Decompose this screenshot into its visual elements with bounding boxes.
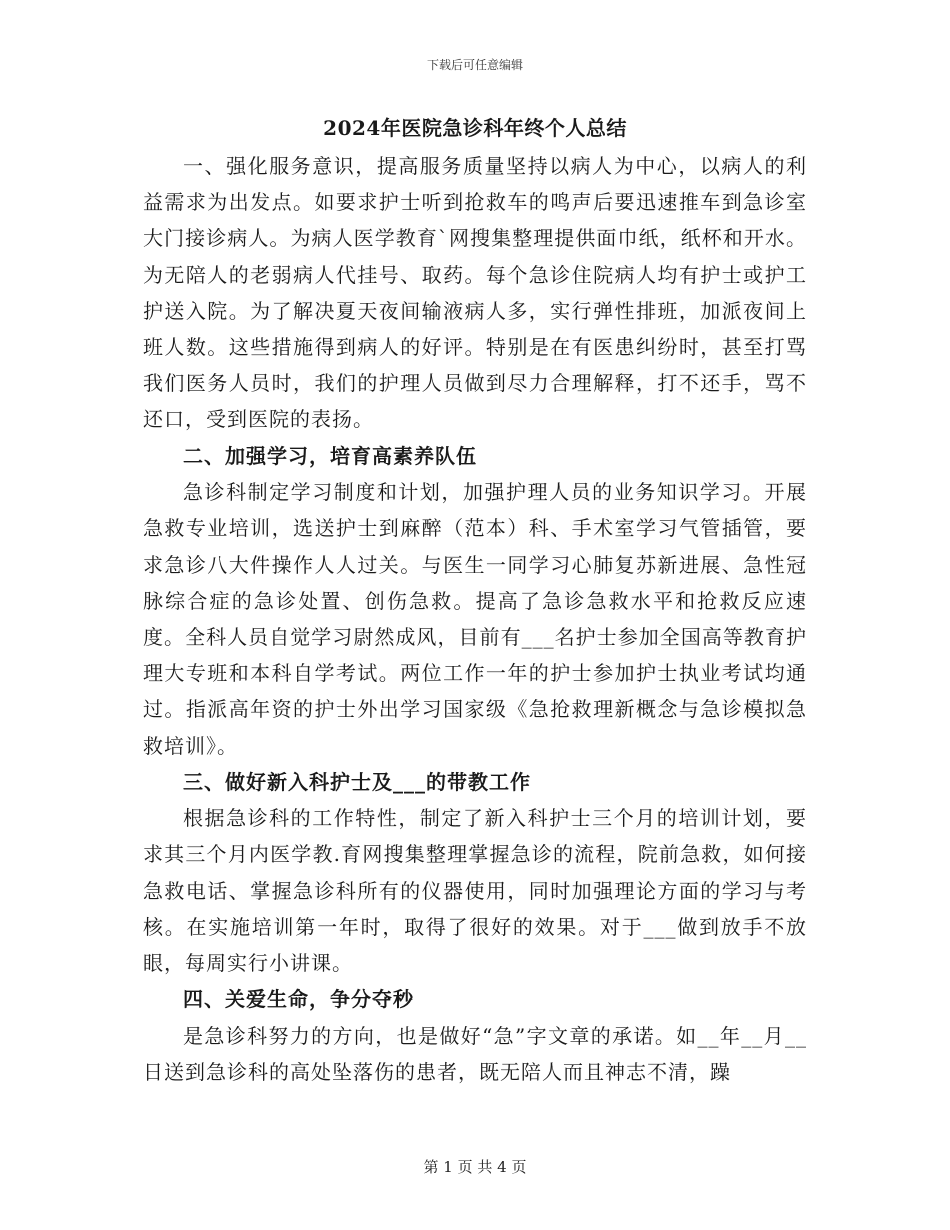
section-heading-life: 四、关爱生命，争分夺秒 [183, 987, 414, 1012]
paragraph-life: 是急诊科努力的方向，也是做好“急”字文章的承诺。如__年__月__日送到急诊科的高处坠落伤的患者，既无陪人而且神志不清，躁 [143, 1023, 807, 1084]
paragraph-study: 急诊科制定学习制度和计划，加强护理人员的业务知识学习。开展急救专业培训，选送护士到麻醉（范本）科、手术室学习气管插管，要求急诊八大件操作人人过关。与医生一同学习心肺复苏新进展、急性冠脉综合症的急诊处置、创伤急救。提高了急诊急救水平和抢救反应速度。全科人员自觉学习尉然成风，目前有___名护士参加全国高等教育护理大专班和本科自学考试。两位工作一年的护士参加护士执业考试均通过。指派高年资的护士外出学习国家级《急抢救理新概念与急诊模拟急救培训》。 [143, 480, 807, 758]
section-heading-study: 二、加强学习，培育高素养队伍 [183, 443, 477, 468]
page-number-footer: 第 1 页 共 4 页 [423, 1158, 527, 1176]
document-body [143, 108, 807, 1090]
document-title: 2024年医院急诊科年终个人总结 [323, 116, 627, 140]
paragraph-service: 一、强化服务意识，提高服务质量坚持以病人为中心，以病人的利益需求为出发点。如要求护士听到抢救车的鸣声后要迅速推车到急诊室大门接诊病人。为病人医学教育`网搜集整理提供面巾纸，纸杯和开水。为无陪人的老弱病人代挂号、取药。每个急诊住院病人均有护士或护工护送入院。为了解决夏天夜间输液病人多，实行弹性排班，加派夜间上班人数。这些措施得到病人的好评。特别是在有医患纠纷时，甚至打骂我们医务人员时，我们的护理人员做到尽力合理解释，打不还手，骂不还口，受到医院的表扬。 [143, 154, 807, 432]
header-note: 下载后可任意编辑 [426, 58, 523, 72]
section-heading-training: 三、做好新入科护士及___的带教工作 [183, 769, 531, 794]
paragraph-training: 根据急诊科的工作特性，制定了新入科护士三个月的培训计划，要求其三个月内医学教.育网搜集整理掌握急诊的流程，院前急救，如何接急救电话、掌握急诊科所有的仪器使用，同时加强理论方面的学习与考核。在实施培训第一年时，取得了很好的效果。对于___做到放手不放眼，每周实行小讲课。 [143, 806, 807, 976]
